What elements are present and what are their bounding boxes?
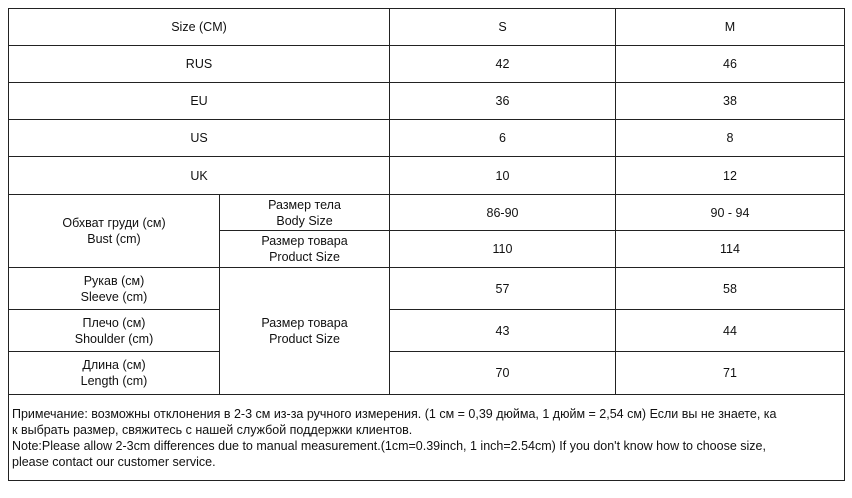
header-row <box>9 9 845 46</box>
body-size-label-en: Body Size <box>276 213 333 228</box>
shoulder-label-en: Shoulder (cm) <box>74 331 154 346</box>
cell-m: 44 <box>616 310 845 352</box>
size-note <box>9 395 845 481</box>
cell-s: 57 <box>390 268 616 310</box>
cell-m: 38 <box>616 83 845 120</box>
header-size-s: S <box>390 9 616 46</box>
cell-s: 70 <box>390 352 616 395</box>
note-row <box>9 395 845 481</box>
length-label-ru: Длина (см) <box>82 358 146 372</box>
row-rus <box>9 46 845 83</box>
note-en-line2: please contact our customer service. <box>12 454 216 469</box>
cell-s: 10 <box>390 157 616 195</box>
row-bust-body <box>9 195 845 231</box>
note-ru-line2: к выбрать размер, свяжитесь с нашей службой поддержки клиентов. <box>12 422 413 437</box>
note-ru-line1: Примечание: возможны отклонения в 2-3 см из-за ручного измерения. (1 см = 0,39 дюйма, 1 дюйм = 2,54 см) Если вы не знаете, ка <box>12 406 777 421</box>
cell-s: 6 <box>390 120 616 157</box>
row-us <box>9 120 845 157</box>
body-size-label <box>220 195 390 231</box>
cell-s: 43 <box>390 310 616 352</box>
cell-s: 36 <box>390 83 616 120</box>
row-sleeve <box>9 268 845 310</box>
header-label: Size (CM) <box>9 9 390 46</box>
product-size-merged-label <box>220 268 390 395</box>
row-length <box>9 352 845 395</box>
product-size-merged-en: Product Size <box>269 332 340 346</box>
product-size-label-ru: Размер товара <box>261 234 348 248</box>
bust-label <box>9 195 220 268</box>
sleeve-label-en: Sleeve (cm) <box>80 289 148 304</box>
cell-s: 110 <box>390 231 616 268</box>
row-label: US <box>9 120 390 157</box>
cell-m: 114 <box>616 231 845 268</box>
product-size-label-en: Product Size <box>269 250 340 264</box>
row-shoulder <box>9 310 845 352</box>
shoulder-label <box>9 310 220 352</box>
row-label: UK <box>9 157 390 195</box>
cell-s: 86-90 <box>390 195 616 231</box>
shoulder-label-ru: Плечо (см) <box>82 315 146 330</box>
header-size-m: M <box>616 9 845 46</box>
cell-s: 42 <box>390 46 616 83</box>
note-en-line1: Note:Please allow 2-3cm differences due to manual measurement.(1cm=0.39inch, 1 inch=2.54cm) If you don't know how to choose size, <box>12 438 766 453</box>
product-size-label <box>220 231 390 268</box>
row-eu <box>9 83 845 120</box>
bust-label-en: Bust (cm) <box>87 232 141 246</box>
sleeve-label-ru: Рукав (см) <box>83 273 145 288</box>
row-uk <box>9 157 845 195</box>
row-label: EU <box>9 83 390 120</box>
cell-m: 46 <box>616 46 845 83</box>
body-size-label-ru: Размер тела <box>268 197 341 212</box>
length-label <box>9 352 220 395</box>
sleeve-label <box>9 268 220 310</box>
size-chart-table <box>8 8 845 481</box>
bust-label-ru: Обхват груди (см) <box>62 216 166 230</box>
cell-m: 8 <box>616 120 845 157</box>
product-size-merged-ru: Размер товара <box>261 316 348 330</box>
cell-m: 90 - 94 <box>616 195 845 231</box>
length-label-en: Length (cm) <box>80 374 148 388</box>
cell-m: 71 <box>616 352 845 395</box>
row-label: RUS <box>9 46 390 83</box>
cell-m: 58 <box>616 268 845 310</box>
cell-m: 12 <box>616 157 845 195</box>
